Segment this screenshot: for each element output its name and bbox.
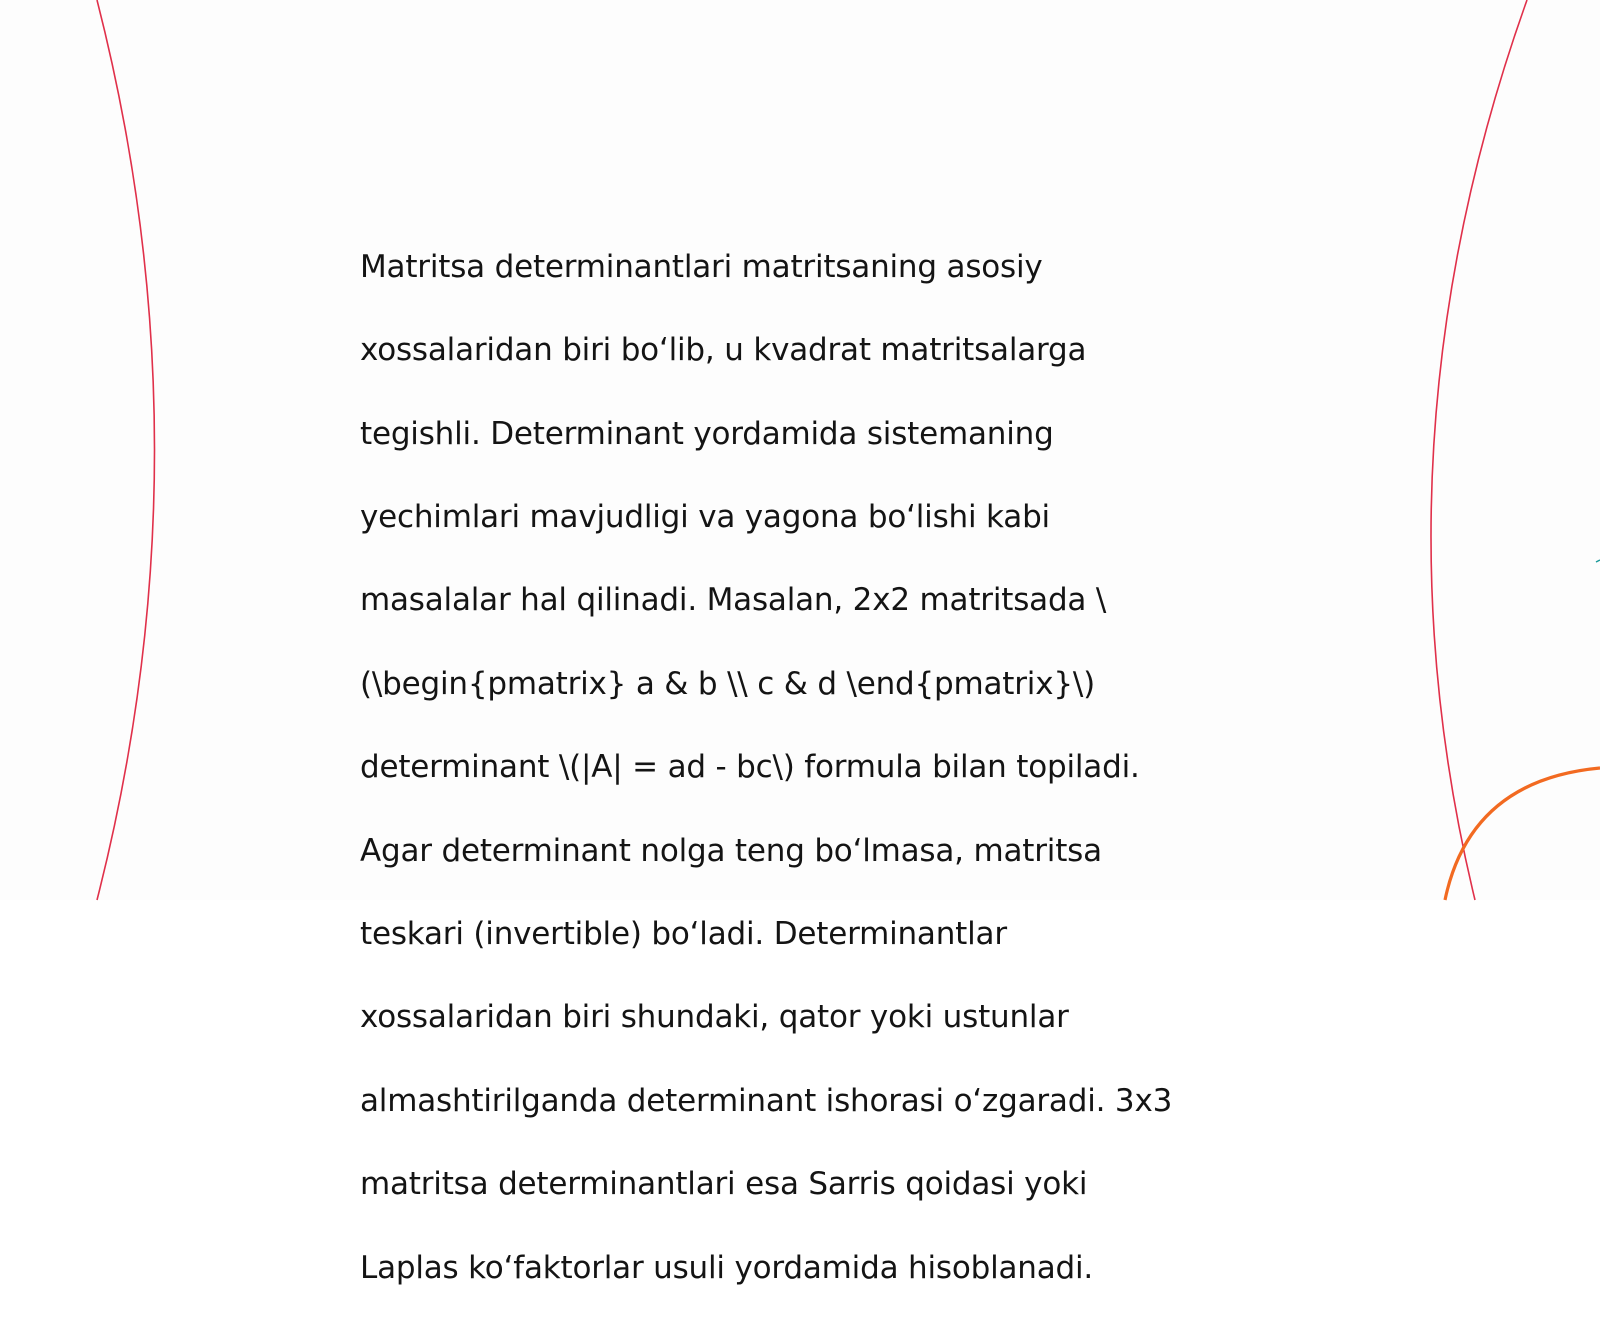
body-line: xossalaridan biri bo‘lib, u kvadrat matritsalarga: [360, 332, 1087, 369]
body-line: Laplas ko‘faktorlar usuli yordamida hisoblanadi.: [360, 1249, 1094, 1286]
orange-arc: [1445, 768, 1600, 900]
body-line: yechimlari mavjudligi va yagona bo‘lishi kabi: [360, 498, 1050, 535]
teal-tick: [1596, 560, 1600, 562]
body-line: xossalaridan biri shundaki, qator yoki ustunlar: [360, 999, 1069, 1036]
body-line: determinant \(|A| = ad - bc\) formula bilan topiladi.: [360, 749, 1140, 786]
body-line: (\begin{pmatrix} a & b \\ c & d \end{pmatrix}\): [360, 665, 1096, 702]
body-line: teskari (invertible) bo‘ladi. Determinantlar: [360, 915, 1007, 952]
body-line: tegishli. Determinant yordamida sistemaning: [360, 415, 1054, 452]
right-arc-line: [1431, 0, 1527, 900]
body-line: Agar determinant nolga teng bo‘lmasa, matritsa: [360, 832, 1102, 869]
left-arc-line: [97, 0, 155, 900]
body-line: almashtirilganda determinant ishorasi o‘zgaradi. 3x3: [360, 1082, 1173, 1119]
body-line: matritsa determinantlari esa Sarris qoidasi yoki: [360, 1166, 1088, 1203]
body-paragraph: [360, 205, 1220, 1331]
body-line: masalalar hal qilinadi. Masalan, 2x2 matritsada \: [360, 582, 1107, 619]
body-line: Matritsa determinantlari matritsaning asosiy: [360, 248, 1043, 285]
